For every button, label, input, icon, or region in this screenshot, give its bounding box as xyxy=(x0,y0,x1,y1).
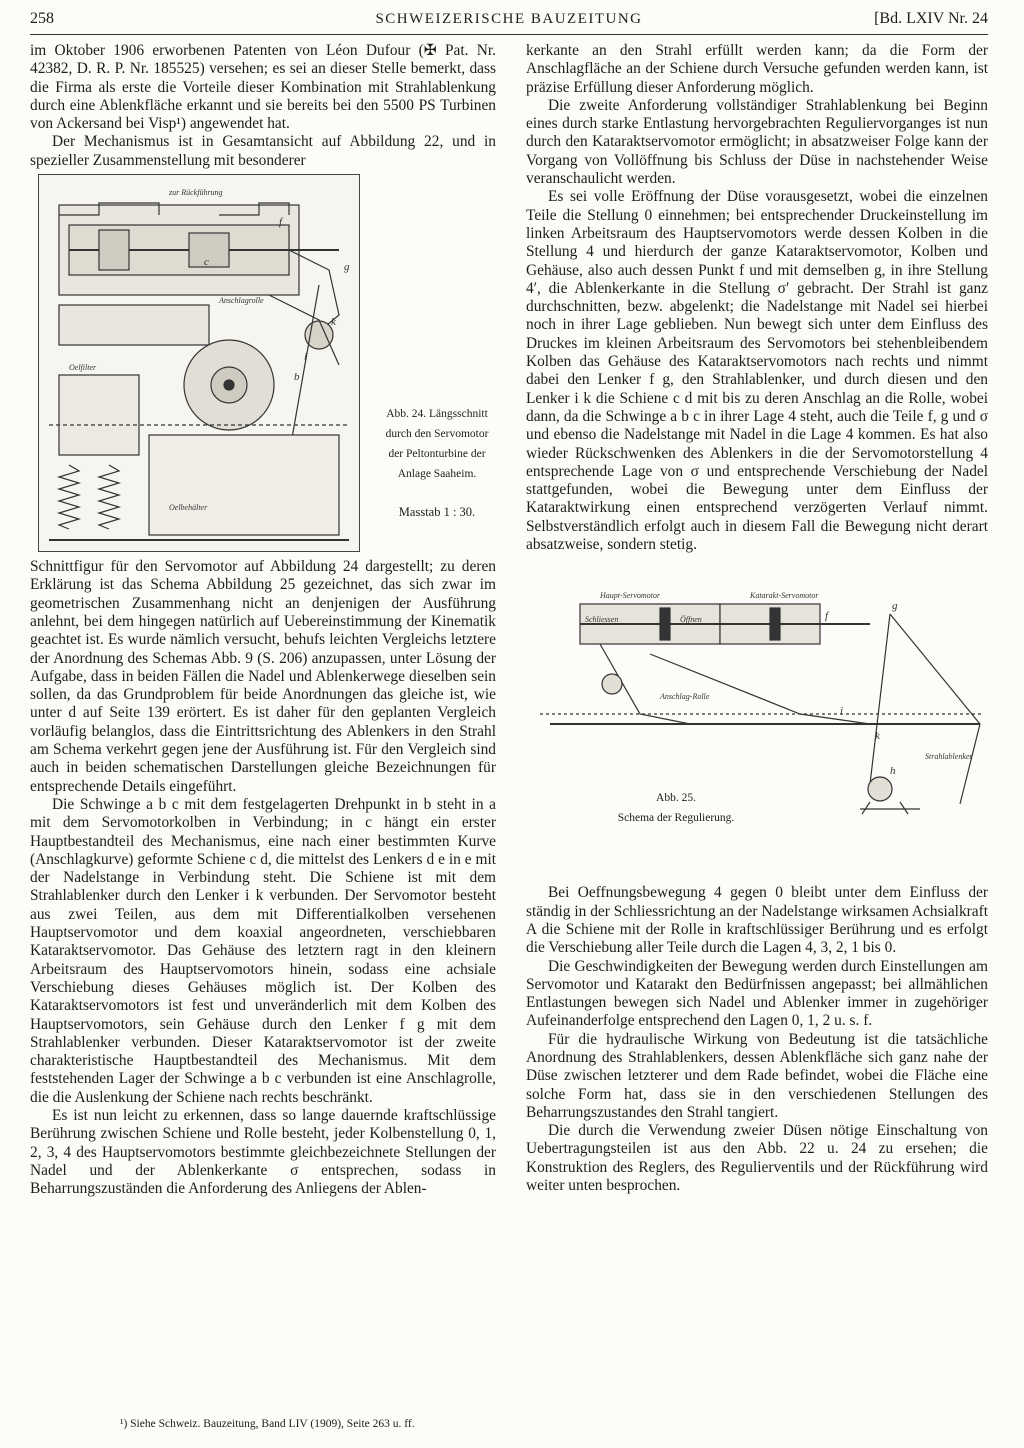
page-header xyxy=(30,8,988,35)
label-rueckfuehrung: zur Rückführung xyxy=(169,188,223,198)
right-paragraph-1: kerkante an den Strahl erfüllt werden kann; da die Form der Anschlagfläche an der Schiene durch Versuche gefunden werden kann, ist präzise Erfüllung dieser Anforderung möglich. xyxy=(526,42,988,96)
volume-info: [Bd. LXIV Nr. 24 xyxy=(874,10,988,27)
label-oelfilter: Oelfilter xyxy=(69,363,97,373)
left-paragraph-3: Schnittfigur für den Servomotor auf Abbildung 24 dargestellt; zu deren Erklärung ist das Schema Abbildung 25 gezeichnet, das sich zwar im geometrischen Zusammenhang nicht an denjenigen der Ausführung anlehnt, bei dem hingegen natürlich auf Uebereinstimmung der Kinematik geachtet ist. Es wurde nämlich versucht, behufs leichten Vergleichs letztere der Anordnung des Schemas Abb. 9 (S. 206) anzupassen, unter Lösung der Aufgabe, dass in beiden Fällen die Nadel und Ablenkerwege dieselben sein sollen, da das Grundproblem für beide Anordnungen das gleiche ist, wie unter d auf Seite 139 erörtert. Es ist daher für den geplanten Vergleich vorläufig belanglos, dass die Eintrittsrichtung des Ablenkers in den Strahl am Schema verkehrt gegen jene der Ausführung ist. Für den Vergleich sind auch in beiden schematischen Darstellungen gleiche Bezeichnungen für entsprechende Details eingeführt. xyxy=(30,558,496,795)
left-paragraph-2: Der Mechanismus ist in Gesamtansicht auf Abbildung 22, und in spezieller Zusammenstellung mit besonderer xyxy=(30,133,496,169)
right-paragraph-7: Die durch die Verwendung zweier Düsen nötige Einschaltung von Uebertragungsteilen ist aus den Abb. 22 u. 24 zu ersehen; die Konstruktion des Reglers, des Regulierventils und der Rückführung wird weiter unten besprochen. xyxy=(526,1122,988,1195)
label-kataraktservomotor: Katarakt-Servomotor xyxy=(750,591,819,601)
caption-line: durch den Servomotor xyxy=(385,428,489,441)
footnote: ¹) Siehe Schweiz. Bauzeitung, Band LIV (1909), Seite 263 u. ff. xyxy=(120,1418,415,1430)
left-paragraph-1: im Oktober 1906 erworbenen Patenten von Léon Dufour (✠ Pat. Nr. 42382, D. R. P. Nr. 185525) versehen; es sei an dieser Stelle bemerkt, dass die Firma als erste die Vorteile dieser Kombination mit Strahlablenkung durch eine Ablenkfläche erkannt und sie bereits bei den 5500 PS Turbinen von Ackersand bei Visp¹) angewendet hat. xyxy=(30,42,496,133)
figure-24-caption xyxy=(376,404,498,522)
label-strahlablenker: Strahlablenker xyxy=(925,752,973,762)
caption-line: Abb. 24. Längsschnitt xyxy=(386,408,488,421)
caption-line: Schema der Regulierung. xyxy=(617,812,735,825)
label-c: c xyxy=(204,256,209,269)
label-anschlag-rolle: Anschlag-Rolle xyxy=(660,692,710,702)
journal-title: SCHWEIZERISCHE BAUZEITUNG xyxy=(375,11,643,27)
label-f: f xyxy=(825,610,829,623)
right-column xyxy=(526,42,988,1195)
regulation-schema-drawing xyxy=(540,574,984,824)
right-paragraph-4: Bei Oeffnungsbewegung 4 gegen 0 bleibt unter dem Einfluss der ständig in der Schliessrichtung an der Nadelstange wirksamen Achsialkraft A die Schiene mit der Rolle in kraftschlüssiger Berührung und es erfolgt die Verschiebung aller Teile durch die Lagen 4, 3, 2, 1 bis 0. xyxy=(526,884,988,957)
label-hauptservomotor: Haupt-Servomotor xyxy=(600,591,660,601)
right-paragraph-5: Die Geschwindigkeiten der Bewegung werden durch Einstellungen am Servomotor und Katarakt den Bedürfnissen angepasst; bei allmählichen Entlastungen bewegen sich Nadel und Ablenker immer in zugehöriger Aufeinanderfolge entsprechend den Lagen 0, 1, 2 u. s. f. xyxy=(526,957,988,1030)
label-g: g xyxy=(892,600,898,613)
figure-25 xyxy=(526,574,988,874)
label-k: k xyxy=(875,730,880,743)
left-paragraph-4: Die Schwinge a b c mit dem festgelagerten Drehpunkt in b steht in a mit dem Servomotorkolben in Verbindung; in c hängt ein erster Hauptbestandteil des Mechanismus, eine nach einer bestimmten Kurve (Anschlagkurve) geformte Schiene c d, die mittelst des Lenkers d e in e mit der Nadelstange in Verbindung steht. Die Schiene ist mit dem Strahlablenker durch den Lenker i k verbunden. Der Servomotor besteht aus zwei Teilen, aus dem mit Differentialkolben versehenen Hauptservomotor und dem koaxial angeordneten, verschiebbaren Kataraktservomotor. Das Gehäuse des letztern ragt in den kleinern Arbeitsraum des Hauptservomotors hinein, sodass eine achsiale Verschiebung dieses Gehäuses möglich ist. Der Kolben des Kataraktservomotors ist fest und unveränderlich mit dem Kolben des Hauptservomotors, sein Gehäuse durch den Lenker f g mit dem Strahlablenker verbunden. Dieser Kataraktservomotor ist der zweite charakteristische Hauptbestandteil des Mechanismus. Mit dem feststehenden Lager der Schwinge a b c verbunden ist eine Anschlagrolle, die die Auslenkung der Schiene nach rechts beschränkt. xyxy=(30,795,496,1106)
figure-24 xyxy=(30,174,496,550)
label-g: g xyxy=(344,261,350,274)
label-h: h xyxy=(890,765,896,778)
label-i: i xyxy=(304,351,308,364)
left-paragraph-5: Es ist nun leicht zu erkennen, dass so lange dauernde kraftschlüssige Berührung zwischen Schiene und Rolle besteht, jeder Kolbenstellung 0, 1, 2, 3, 4 des Hauptservomotors bestimmte gleichbezeichnete Stellungen der Nadel und der Ablenkerkante σ entsprechen, sodass in Beharrungszuständen die Anforderung des Anliegens der Ablen- xyxy=(30,1106,496,1198)
caption-line: der Peltonturbine der xyxy=(388,448,486,461)
right-paragraph-2: Die zweite Anforderung vollständiger Strahlablenkung bei Beginn eines durch starke Entlastung hervorgebrachten Reguliervorganges ist nun durch den Kataraktservomotor ermöglicht; in absatzweiser Folge kann der Vorgang von Vollöffnung bis Schluss der Düse in nachstehender Weise veranschaulicht werden. xyxy=(526,96,988,188)
page-number: 258 xyxy=(30,10,54,27)
right-paragraph-3: Es sei volle Eröffnung der Düse vorausgesetzt, wobei die einzelnen Teile die Stellung 0 einnehmen; bei entsprechender Druckeinstellung im linken Arbeitsraum des Hauptservomotors werde dessen Kolben in die Stellung 4 und hierdurch der ganze Kataraktservomotor, Kolben und Gehäuse, also auch dessen Punkt f und mit demselben g, in ihre Stellung 4′, die Ablenkerkante in die Stellung σ′ gebracht. Der Strahl ist ganz durchschnitten, bezw. abgelenkt; die Nadelstange mit Nadel sei hierbei noch in ihrer Lage geblieben. Nun bewegt sich unter dem Einfluss des Druckes im kleinen Arbeitsraum des Servomotors bei stehenbleibendem Kolben das Gehäuse des Kataraktservomotors nach rechts und nimmt dabei den Lenker f g, den Strahlablenker, und durch diesen und den Lenker i k die Schiene c d mit bis zu deren Anschlag an die Rolle, wobei dann, da die Schwinge a b c in ihrer Lage 4 steht, auch die Teile f, g und σ und ebenso die Nadelstange mit Nadel in die Lage 4 kommen. Es hat also wieder Rückschwenken des Ablenkers in die der Servomotorstellung 4 entsprechende Lage von σ und entsprechende Verschiebung der Nadel stattgefunden, wobei die Bewegung unter dem Einfluss der Kataraktwirkung einen entsprechend verzögerten Verlauf nimmt. Selbstverständlich erfolgt auch in diesem Fall die Bewegung nicht derart absatzweise, sondern stetig. xyxy=(526,188,988,554)
label-anschlagrolle: Anschlagrolle xyxy=(219,296,264,306)
caption-line: Abb. 25. xyxy=(656,792,696,805)
figure-24-scale: Masstab 1 : 30. xyxy=(398,505,476,520)
figure-25-caption xyxy=(586,788,766,828)
label-oelbehaelter: Oelbehälter xyxy=(169,503,208,513)
label-k: k xyxy=(331,316,336,329)
right-paragraph-6: Für die hydraulische Wirkung von Bedeutung ist die tatsächliche Anordnung des Strahlablenkers, dessen Ablenkfläche sich ganz nahe der Düse zwischen letzterer und dem Rade befindet, wobei die Fläche eine solche Form hat, dass sie in den verschiedenen Stellungen des Beharrungszustandes den Strahl tangiert. xyxy=(526,1030,988,1121)
label-schliessen: Schliessen xyxy=(585,615,619,625)
servomotor-section-drawing xyxy=(38,174,360,552)
label-oeffnen: Öffnen xyxy=(680,615,702,625)
label-f: f xyxy=(279,216,283,229)
caption-line: Anlage Saaheim. xyxy=(397,468,477,481)
left-column xyxy=(30,42,496,1198)
label-i: i xyxy=(840,705,844,718)
label-b: b xyxy=(294,371,300,384)
